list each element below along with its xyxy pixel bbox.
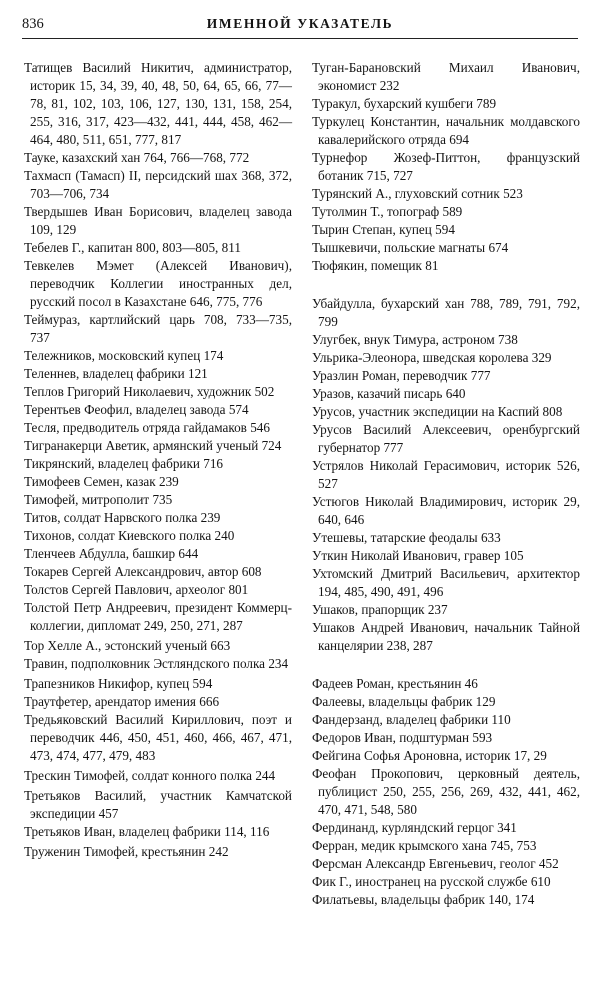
index-entry: Тышкевичи, польские магнаты 674 — [312, 240, 509, 255]
index-entry: Третьяков Василий, участник Камчатской экспедиции 457 — [24, 788, 292, 821]
index-entry: Ушаков, прапорщик 237 — [312, 602, 448, 617]
index-entry: Убайдулла, бухарский хан 788, 789, 791, 792, 799 — [312, 296, 580, 329]
index-entry: Филатьевы, владельцы фабрик 140, 174 — [312, 892, 535, 907]
index-entry: Фадеев Роман, крестьянин 46 — [312, 676, 478, 691]
index-entry: Федоров Иван, подштурман 593 — [312, 730, 493, 745]
index-entry: Утешевы, татарские феодалы 633 — [312, 530, 501, 545]
index-entry: Устюгов Николай Владимирович, историк 29, 640, 646 — [312, 494, 580, 527]
index-entry: Фандерзанд, владелец фабрики 110 — [312, 712, 511, 727]
index-entry: Тауке, казахский хан 764, 766—768, 772 — [24, 150, 250, 165]
index-entry: Тикрянский, владелец фабрики 716 — [24, 456, 224, 471]
page-number: 836 — [22, 16, 44, 32]
index-entry: Тележников, московский купец 174 — [24, 348, 224, 363]
index-entry: Уразов, казачий писарь 640 — [312, 386, 466, 401]
index-entry: Тутолмин Т., топограф 589 — [312, 204, 463, 219]
index-entry: Тебелев Г., капитан 800, 803—805, 811 — [24, 240, 241, 255]
index-entry: Тесля, предводитель отряда гайдамаков 546 — [24, 420, 270, 435]
index-entry: Турянский А., глуховский сотник 523 — [312, 186, 523, 201]
index-entry: Тигранакерци Аветик, армянский ученый 724 — [24, 438, 282, 453]
index-entry: Тредьяковский Василий Кириллович, поэт и переводчик 446, 450, 451, 460, 466, 467, 471, 473, 474, 477, 479, 483 — [24, 712, 292, 763]
index-entry: Ферсман Александр Евгеньевич, геолог 452 — [312, 856, 559, 871]
index-entry: Терентьев Феофил, владелец завода 574 — [24, 402, 249, 417]
index-entry: Тор Хелле А., эстонский ученый 663 — [24, 638, 231, 653]
index-entry: Уразлин Роман, переводчик 777 — [312, 368, 491, 383]
index-entry: Тюфякин, помещик 81 — [312, 258, 439, 273]
page-title: ИМЕННОЙ УКАЗАТЕЛЬ — [206, 16, 394, 31]
index-entry: Ульрика-Элеонора, шведская королева 329 — [312, 350, 552, 365]
index-entry: Ухтомский Дмитрий Васильевич, архитектор 194, 485, 490, 491, 496 — [312, 566, 580, 599]
index-entry: Ушаков Андрей Иванович, начальник Тайной канцелярии 238, 287 — [312, 620, 580, 653]
index-entry: Теплов Григорий Николаевич, художник 502 — [24, 384, 275, 399]
index-entry: Титов, солдат Нарвского полка 239 — [24, 510, 221, 525]
index-entry: Урусов, участник экспедиции на Каспий 808 — [312, 404, 563, 419]
index-entry: Улугбек, внук Тимура, астроном 738 — [312, 332, 518, 347]
index-column-left — [24, 59, 292, 861]
index-entry: Тевкелев Мэмет (Алексей Иванович), переводчик Коллегии иностранных дел, русский посол в Казахстане 646, 775, 776 — [24, 258, 292, 309]
index-entry: Туган-Барановский Михаил Иванович, экономист 232 — [312, 60, 580, 93]
index-entry: Тимофей, митрополит 735 — [24, 492, 173, 507]
index-entry: Туракул, бухарский кушбеги 789 — [312, 96, 497, 111]
index-entry: Толстов Сергей Павлович, археолог 801 — [24, 582, 249, 597]
index-entry: Травин, подполковник Эстляндского полка 234 — [24, 656, 289, 671]
index-entry: Фердинанд, курляндский герцог 341 — [312, 820, 517, 835]
index-entry: Твердышев Иван Борисович, владелец завода 109, 129 — [24, 204, 292, 237]
index-entry: Тырин Степан, купец 594 — [312, 222, 455, 237]
index-entry: Тахмасп (Тамасп) II, персидский шах 368, 372, 703—706, 734 — [24, 168, 292, 201]
index-entry: Турнефор Жозеф-Питтон, французский ботаник 715, 727 — [312, 150, 580, 183]
index-entry: Теймураз, картлийский царь 708, 733—735, 737 — [24, 312, 292, 345]
index-column-right — [312, 59, 580, 909]
index-entry: Фик Г., иностранец на русской службе 610 — [312, 874, 551, 889]
index-entry: Фейгина Софья Ароновна, историк 17, 29 — [312, 748, 547, 763]
index-entry: Туркулец Константин, начальник молдавского кавалерийского отряда 694 — [312, 114, 580, 147]
index-entry: Татищев Василий Никитич, администратор, историк 15, 34, 39, 40, 48, 50, 64, 65, 66, 77—78, 81, 102, 103, 106, 127, 130, 131, 158, 254, 255, 316, 317, 423—432, 441, 444, 458, 462—464, 480, 511, 651, 777, 817 — [24, 60, 292, 147]
index-entry: Устрялов Николай Герасимович, историк 526, 527 — [312, 458, 580, 491]
index-entry: Теленнев, владелец фабрики 121 — [24, 366, 208, 381]
index-entry: Ферран, медик крымского хана 745, 753 — [312, 838, 537, 853]
index-entry: Феофан Прокопович, церковный деятель, публицист 250, 255, 256, 269, 432, 441, 462, 470, 471, 548, 580 — [312, 766, 580, 817]
index-entry: Фалеевы, владельцы фабрик 129 — [312, 694, 496, 709]
running-head — [22, 14, 578, 39]
index-entry: Токарев Сергей Александрович, автор 608 — [24, 564, 262, 579]
index-entry: Труженин Тимофей, крестьянин 242 — [24, 844, 229, 859]
index-entry: Толстой Петр Андреевич, президент Коммерц-коллегии, дипломат 249, 250, 271, 287 — [24, 600, 292, 633]
index-entry: Тленчеев Абдулла, башкир 644 — [24, 546, 199, 561]
index-entry: Трапезников Никифор, купец 594 — [24, 676, 213, 691]
index-entry: Урусов Василий Алексеевич, оренбургский губернатор 777 — [312, 422, 580, 455]
index-entry: Третьяков Иван, владелец фабрики 114, 116 — [24, 824, 270, 839]
index-entry: Тихонов, солдат Киевского полка 240 — [24, 528, 235, 543]
index-entry: Тимофеев Семен, казак 239 — [24, 474, 179, 489]
index-entry: Уткин Николай Иванович, гравер 105 — [312, 548, 524, 563]
index-entry: Траутфетер, арендатор имения 666 — [24, 694, 220, 709]
index-entry: Трескин Тимофей, солдат конного полка 244 — [24, 768, 276, 783]
